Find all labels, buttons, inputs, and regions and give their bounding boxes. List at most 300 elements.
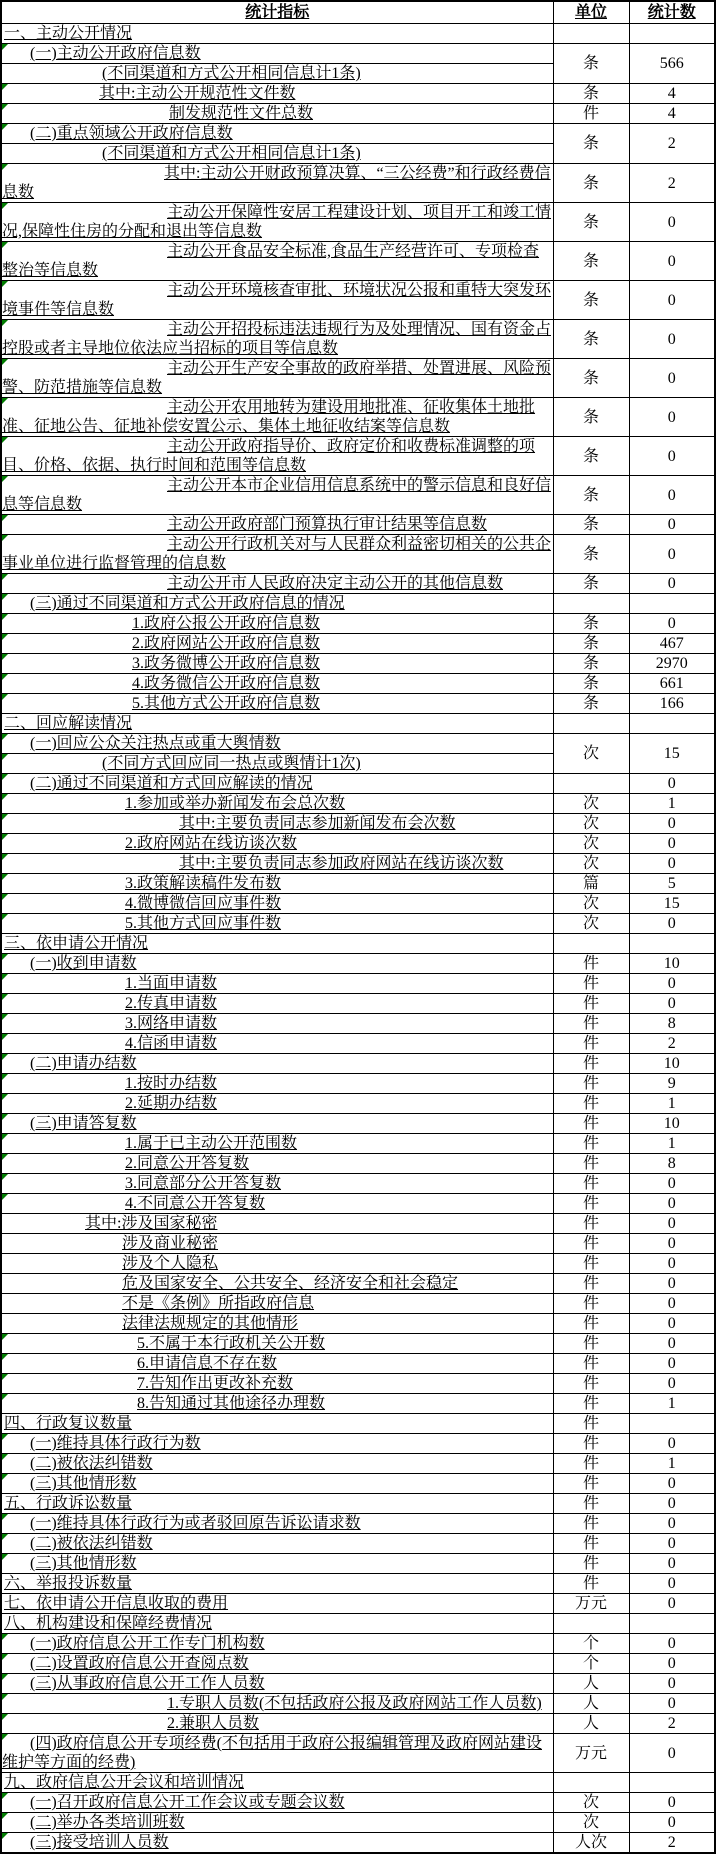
excel-flag-triangle-icon	[2, 104, 8, 110]
table-row	[1, 1274, 715, 1294]
excel-flag-triangle-icon	[2, 914, 8, 920]
unit-cell: 人	[553, 1674, 629, 1694]
unit-cell: 件	[553, 1034, 629, 1054]
count-cell: 1	[629, 1134, 715, 1154]
excel-flag-triangle-icon	[2, 1014, 8, 1020]
table-row	[1, 654, 715, 674]
unit-cell: 件	[553, 104, 629, 124]
unit-cell: 条	[553, 84, 629, 104]
unit-cell: 个	[553, 1634, 629, 1654]
excel-flag-triangle-icon	[2, 1394, 8, 1400]
table-row	[1, 1634, 715, 1654]
unit-cell: 件	[553, 1354, 629, 1374]
excel-flag-triangle-icon	[2, 164, 8, 170]
count-cell: 0	[629, 203, 715, 242]
indicator-cell: (二)申请办结数	[1, 1054, 553, 1074]
count-cell: 9	[629, 1074, 715, 1094]
excel-flag-triangle-icon	[2, 1654, 8, 1660]
indicator-cell: 3.网络申请数	[1, 1014, 553, 1034]
indicator-cell: 法律法规规定的其他情形	[1, 1314, 553, 1334]
table-row	[1, 694, 715, 714]
table-row	[1, 674, 715, 694]
excel-flag-triangle-icon	[2, 1174, 8, 1180]
count-cell: 0	[629, 1314, 715, 1334]
unit-cell: 人次	[553, 1833, 629, 1854]
unit-cell: 件	[553, 1094, 629, 1114]
table-row	[1, 1534, 715, 1554]
indicator-cell: 制发规范性文件总数	[1, 104, 553, 124]
table-row	[1, 594, 715, 614]
indicator-cell: 1.按时办结数	[1, 1074, 553, 1094]
unit-cell: 万元	[553, 1734, 629, 1773]
unit-cell: 件	[553, 1234, 629, 1254]
excel-flag-triangle-icon	[2, 1034, 8, 1040]
table-row	[1, 515, 715, 535]
unit-cell: 条	[553, 515, 629, 535]
table-row	[1, 1214, 715, 1234]
table-row	[1, 874, 715, 894]
count-cell: 2	[629, 1714, 715, 1734]
table-row	[1, 203, 715, 242]
unit-cell: 篇	[553, 874, 629, 894]
table-row	[1, 734, 715, 754]
excel-flag-triangle-icon	[2, 954, 8, 960]
table-row	[1, 1793, 715, 1813]
count-cell: 2	[629, 164, 715, 203]
unit-cell: 次	[553, 854, 629, 874]
unit-cell: 条	[553, 124, 629, 164]
indicator-cell: 6.申请信息不存在数	[1, 1354, 553, 1374]
count-cell: 1	[629, 1454, 715, 1474]
indicator-cell: (不同渠道和方式公开相同信息计1条)	[1, 144, 553, 164]
count-cell: 0	[629, 1334, 715, 1354]
count-cell: 0	[629, 535, 715, 574]
excel-flag-triangle-icon	[2, 794, 8, 800]
excel-flag-triangle-icon	[2, 437, 8, 443]
excel-flag-triangle-icon	[2, 1114, 8, 1120]
excel-flag-triangle-icon	[2, 594, 8, 600]
table-row	[1, 1014, 715, 1034]
unit-cell: 条	[553, 242, 629, 281]
excel-flag-triangle-icon	[2, 124, 8, 130]
unit-cell: 件	[553, 1534, 629, 1554]
table-row	[1, 124, 715, 144]
indicator-cell: 2.政府网站公开政府信息数	[1, 634, 553, 654]
count-cell: 0	[629, 1534, 715, 1554]
indicator-cell: (二)通过不同渠道和方式回应解读的情况	[1, 774, 553, 794]
unit-cell: 人	[553, 1694, 629, 1714]
count-cell: 0	[629, 1674, 715, 1694]
count-cell: 8	[629, 1014, 715, 1034]
excel-flag-triangle-icon	[2, 1793, 8, 1799]
unit-cell: 次	[553, 814, 629, 834]
excel-flag-triangle-icon	[2, 1134, 8, 1140]
unit-cell: 件	[553, 1414, 629, 1434]
table-row	[1, 242, 715, 281]
excel-flag-triangle-icon	[2, 994, 8, 1000]
indicator-cell: 主动公开本市企业信用信息系统中的警示信息和良好信息等信息数	[2, 477, 552, 513]
excel-flag-triangle-icon	[2, 754, 8, 760]
excel-flag-triangle-icon	[2, 694, 8, 700]
excel-flag-triangle-icon	[2, 574, 8, 580]
count-cell: 0	[629, 1634, 715, 1654]
indicator-cell: (一)政府信息公开工作专门机构数	[1, 1634, 553, 1654]
unit-cell: 件	[553, 1274, 629, 1294]
count-cell: 566	[629, 44, 715, 84]
table-row	[1, 1474, 715, 1494]
count-cell: 0	[629, 515, 715, 535]
count-cell: 2970	[629, 654, 715, 674]
indicator-cell: 其中:主动公开财政预算决算、“三公经费”和行政经费信息数	[1, 164, 553, 203]
count-cell: 0	[629, 814, 715, 834]
unit-cell: 条	[553, 535, 629, 574]
indicator-cell: 2.政府网站在线访谈次数	[1, 834, 553, 854]
table-row	[1, 1374, 715, 1394]
table-row	[1, 1654, 715, 1674]
count-cell: 10	[629, 1054, 715, 1074]
table-row	[1, 1394, 715, 1414]
unit-cell: 个	[553, 1654, 629, 1674]
table-row	[1, 359, 715, 398]
unit-cell: 次	[553, 1793, 629, 1813]
count-cell: 0	[629, 1194, 715, 1214]
table-row	[1, 1514, 715, 1534]
table-row	[1, 1813, 715, 1833]
count-cell: 0	[629, 1214, 715, 1234]
table-row	[1, 894, 715, 914]
count-cell: 0	[629, 398, 715, 437]
excel-flag-triangle-icon	[2, 1154, 8, 1160]
excel-flag-triangle-icon	[2, 320, 8, 326]
count-cell: 2	[629, 1833, 715, 1854]
indicator-cell: 1.政府公报公开政府信息数	[1, 614, 553, 634]
table-row	[1, 281, 715, 320]
unit-cell: 条	[553, 164, 629, 203]
table-row	[1, 1714, 715, 1734]
table-row	[1, 714, 715, 734]
indicator-cell: (二)举办各类培训班数	[1, 1813, 553, 1833]
excel-flag-triangle-icon	[2, 1074, 8, 1080]
indicator-cell: (三)从事政府信息公开工作人员数	[1, 1674, 553, 1694]
count-cell	[629, 24, 715, 44]
count-cell: 15	[629, 734, 715, 774]
unit-cell: 次	[553, 794, 629, 814]
indicator-cell: 4.信函申请数	[1, 1034, 553, 1054]
indicator-cell: (三)通过不同渠道和方式公开政府信息的情况	[1, 594, 553, 614]
indicator-cell: 1.专职人员数(不包括政府公报及政府网站工作人员数)	[1, 1694, 553, 1714]
indicator-cell: (不同方式回应同一热点或舆情计1次)	[1, 754, 553, 774]
excel-flag-triangle-icon	[2, 734, 8, 740]
count-cell: 166	[629, 694, 715, 714]
indicator-cell: 主动公开市人民政府决定主动公开的其他信息数	[1, 574, 553, 594]
table-row	[1, 320, 715, 359]
excel-flag-triangle-icon	[2, 1054, 8, 1060]
indicator-cell: 八、机构建设和保障经费情况	[1, 1614, 553, 1634]
indicator-cell: 2.传真申请数	[1, 994, 553, 1014]
count-cell	[629, 1773, 715, 1793]
count-cell: 0	[629, 320, 715, 359]
unit-cell: 件	[553, 1314, 629, 1334]
excel-flag-triangle-icon	[2, 398, 8, 404]
table-row	[1, 994, 715, 1014]
unit-cell: 件	[553, 1254, 629, 1274]
table-row	[1, 1174, 715, 1194]
excel-flag-triangle-icon	[2, 476, 8, 482]
count-cell: 0	[629, 1474, 715, 1494]
count-cell: 1	[629, 1094, 715, 1114]
table-row	[1, 1674, 715, 1694]
indicator-cell: (三)申请答复数	[1, 1114, 553, 1134]
indicator-cell: (一)回应公众关注热点或重大舆情数	[1, 734, 553, 754]
count-cell: 4	[629, 84, 715, 104]
indicator-cell: 五、行政诉讼数量	[1, 1494, 553, 1514]
count-cell: 0	[629, 1594, 715, 1614]
indicator-cell: (三)接受培训人员数	[1, 1833, 553, 1854]
count-cell: 0	[629, 359, 715, 398]
table-row	[1, 44, 715, 64]
count-cell: 0	[629, 242, 715, 281]
unit-cell: 件	[553, 1454, 629, 1474]
excel-flag-triangle-icon	[2, 1734, 8, 1740]
indicator-cell: 四、行政复议数量	[1, 1414, 553, 1434]
header-row	[1, 1, 715, 24]
excel-flag-triangle-icon	[2, 1694, 8, 1700]
table-row	[1, 1254, 715, 1274]
table-row	[1, 854, 715, 874]
count-cell: 0	[629, 476, 715, 515]
table-row	[1, 634, 715, 654]
unit-cell: 件	[553, 1174, 629, 1194]
indicator-cell: 5.不属于本行政机关公开数	[1, 1334, 553, 1354]
indicator-cell: 三、依申请公开情况	[1, 934, 553, 954]
table-row	[1, 1334, 715, 1354]
unit-cell: 条	[553, 437, 629, 476]
indicator-cell: 3.政务微博公开政府信息数	[1, 654, 553, 674]
count-cell: 0	[629, 1354, 715, 1374]
unit-cell	[553, 774, 629, 794]
count-cell: 2	[629, 1034, 715, 1054]
indicator-cell: (一)收到申请数	[1, 954, 553, 974]
table-row	[1, 398, 715, 437]
unit-cell: 件	[553, 1494, 629, 1514]
indicator-cell: 1.属于已主动公开范围数	[1, 1134, 553, 1154]
excel-flag-triangle-icon	[2, 814, 8, 820]
excel-flag-triangle-icon	[2, 974, 8, 980]
count-cell: 0	[629, 974, 715, 994]
excel-flag-triangle-icon	[2, 654, 8, 660]
indicator-cell: (一)维持具体行政行为数	[1, 1434, 553, 1454]
indicator-cell: (二)被依法纠错数	[1, 1534, 553, 1554]
excel-flag-triangle-icon	[2, 1813, 8, 1819]
table-row	[1, 1054, 715, 1074]
unit-cell: 件	[553, 1474, 629, 1494]
excel-flag-triangle-icon	[2, 1374, 8, 1380]
count-cell: 0	[629, 1274, 715, 1294]
count-cell: 0	[629, 614, 715, 634]
excel-flag-triangle-icon	[2, 1454, 8, 1460]
count-cell: 1	[629, 1394, 715, 1414]
table-row	[1, 1094, 715, 1114]
excel-flag-triangle-icon	[2, 1534, 8, 1540]
indicator-cell: 主动公开食品安全标准,食品生产经营许可、专项检查整治等信息数	[1, 242, 553, 281]
unit-cell: 件	[553, 1014, 629, 1034]
indicator-cell: (四)政府信息公开专项经费(不包括用于政府公报编辑管理及政府网站建设维护等方面的经费)	[1, 1734, 553, 1773]
table-row	[1, 1034, 715, 1054]
unit-cell: 件	[553, 1554, 629, 1574]
table-row	[1, 104, 715, 124]
excel-flag-triangle-icon	[2, 242, 8, 248]
indicator-cell: 主动公开招投标违法违规行为及处理情况、国有资金占控股或者主导地位依法应当招标的项目等信息数	[2, 321, 552, 357]
indicator-cell: 一、主动公开情况	[1, 24, 553, 44]
unit-cell: 件	[553, 1294, 629, 1314]
unit-cell: 条	[553, 398, 629, 437]
indicator-cell: 二、回应解读情况	[1, 714, 553, 734]
count-cell: 0	[629, 1734, 715, 1773]
excel-flag-triangle-icon	[2, 874, 8, 880]
count-cell: 0	[629, 834, 715, 854]
unit-cell: 件	[553, 1054, 629, 1074]
unit-cell: 次	[553, 734, 629, 774]
excel-flag-triangle-icon	[2, 614, 8, 620]
column-header-unit: 单位	[553, 1, 629, 24]
unit-cell: 条	[553, 634, 629, 654]
excel-flag-triangle-icon	[2, 1194, 8, 1200]
table-row	[1, 834, 715, 854]
indicator-cell: 涉及个人隐私	[1, 1254, 553, 1274]
excel-flag-triangle-icon	[2, 515, 8, 521]
table-row	[1, 1154, 715, 1174]
indicator-cell: 3.政策解读稿件发布数	[1, 874, 553, 894]
excel-flag-triangle-icon	[2, 1334, 8, 1340]
unit-cell: 件	[553, 1574, 629, 1594]
table-row	[1, 1734, 715, 1773]
count-cell: 0	[629, 1494, 715, 1514]
count-cell: 0	[629, 1813, 715, 1833]
table-row	[1, 974, 715, 994]
indicator-cell: 其中:主要负责同志参加政府网站在线访谈次数	[1, 854, 553, 874]
table-row	[1, 535, 715, 574]
table-row	[1, 1414, 715, 1434]
column-header-indicator: 统计指标	[1, 1, 553, 24]
excel-flag-triangle-icon	[2, 1354, 8, 1360]
excel-flag-triangle-icon	[2, 1833, 8, 1839]
indicator-cell: 2.延期办结数	[1, 1094, 553, 1114]
count-cell: 0	[629, 854, 715, 874]
excel-flag-triangle-icon	[2, 774, 8, 780]
indicator-cell: 7.告知作出更改补充数	[1, 1374, 553, 1394]
unit-cell: 条	[553, 694, 629, 714]
indicator-cell: (三)其他情形数	[1, 1474, 553, 1494]
unit-cell: 次	[553, 914, 629, 934]
count-cell: 0	[629, 281, 715, 320]
indicator-cell: (不同渠道和方式公开相同信息计1条)	[1, 64, 553, 84]
count-cell: 2	[629, 124, 715, 164]
count-cell: 0	[629, 437, 715, 476]
indicator-cell: (一)主动公开政府信息数	[1, 44, 553, 64]
unit-cell: 条	[553, 281, 629, 320]
indicator-cell: 1.当面申请数	[1, 974, 553, 994]
count-cell: 0	[629, 574, 715, 594]
indicator-cell: 危及国家安全、公共安全、经济安全和社会稳定	[1, 1274, 553, 1294]
table-row	[1, 774, 715, 794]
unit-cell: 条	[553, 574, 629, 594]
unit-cell: 件	[553, 994, 629, 1014]
indicator-cell: 涉及商业秘密	[1, 1234, 553, 1254]
unit-cell: 条	[553, 44, 629, 84]
unit-cell: 次	[553, 834, 629, 854]
indicator-cell: (一)维持具体行政行为或者驳回原告诉讼请求数	[1, 1514, 553, 1534]
excel-flag-triangle-icon	[2, 1554, 8, 1560]
table-row	[1, 954, 715, 974]
count-cell: 0	[629, 774, 715, 794]
indicator-cell: 4.微博微信回应事件数	[1, 894, 553, 914]
indicator-cell: (二)设置政府信息公开查阅点数	[1, 1654, 553, 1674]
unit-cell: 条	[553, 614, 629, 634]
excel-flag-triangle-icon	[2, 84, 8, 90]
table-row	[1, 1694, 715, 1714]
unit-cell: 件	[553, 1334, 629, 1354]
indicator-cell: 其中:主动公开规范性文件数	[1, 84, 553, 104]
table-row	[1, 1833, 715, 1854]
table-row	[1, 1594, 715, 1614]
table-body	[1, 24, 715, 1854]
indicator-cell: 其中:主要负责同志参加新闻发布会次数	[1, 814, 553, 834]
indicator-cell: 主动公开环境核查审批、环境状况公报和重特大突发环境事件等信息数	[2, 282, 552, 318]
count-cell: 10	[629, 1114, 715, 1134]
count-cell: 0	[629, 1793, 715, 1813]
count-cell: 10	[629, 954, 715, 974]
count-cell: 0	[629, 1374, 715, 1394]
table-row	[1, 1294, 715, 1314]
count-cell: 0	[629, 1554, 715, 1574]
indicator-cell: (一)召开政府信息公开工作会议或专题会议数	[1, 1793, 553, 1813]
indicator-cell: 九、政府信息公开会议和培训情况	[1, 1773, 553, 1793]
unit-cell: 条	[553, 674, 629, 694]
unit-cell: 件	[553, 1394, 629, 1414]
table-row	[1, 1134, 715, 1154]
table-row	[1, 1554, 715, 1574]
indicator-cell: 七、依申请公开信息收取的费用	[1, 1594, 553, 1614]
excel-flag-triangle-icon	[2, 203, 8, 209]
unit-cell: 件	[553, 1434, 629, 1454]
excel-flag-triangle-icon	[2, 674, 8, 680]
indicator-cell: 2.同意公开答复数	[1, 1154, 553, 1174]
table-row	[1, 1194, 715, 1214]
table-row	[1, 934, 715, 954]
table-header	[1, 1, 715, 24]
excel-flag-triangle-icon	[2, 1674, 8, 1680]
unit-cell	[553, 1773, 629, 1793]
table-row	[1, 1234, 715, 1254]
indicator-cell: 3.同意部分公开答复数	[1, 1174, 553, 1194]
excel-flag-triangle-icon	[2, 281, 8, 287]
excel-flag-triangle-icon	[2, 634, 8, 640]
table-row	[1, 914, 715, 934]
unit-cell: 条	[553, 476, 629, 515]
excel-flag-triangle-icon	[2, 1514, 8, 1520]
count-cell: 15	[629, 894, 715, 914]
count-cell: 0	[629, 1514, 715, 1534]
column-header-count: 统计数	[629, 1, 715, 24]
excel-flag-triangle-icon	[2, 1714, 8, 1720]
indicator-cell: 主动公开政府指导价、政府定价和收费标准调整的项目、价格、依据、执行时间和范围等信息数	[1, 437, 553, 476]
indicator-cell: 1.参加或举办新闻发布会总次数	[1, 794, 553, 814]
excel-flag-triangle-icon	[2, 535, 8, 541]
excel-flag-triangle-icon	[2, 1434, 8, 1440]
table-row	[1, 1574, 715, 1594]
indicator-cell: (二)被依法纠错数	[1, 1454, 553, 1474]
table-row	[1, 476, 715, 515]
